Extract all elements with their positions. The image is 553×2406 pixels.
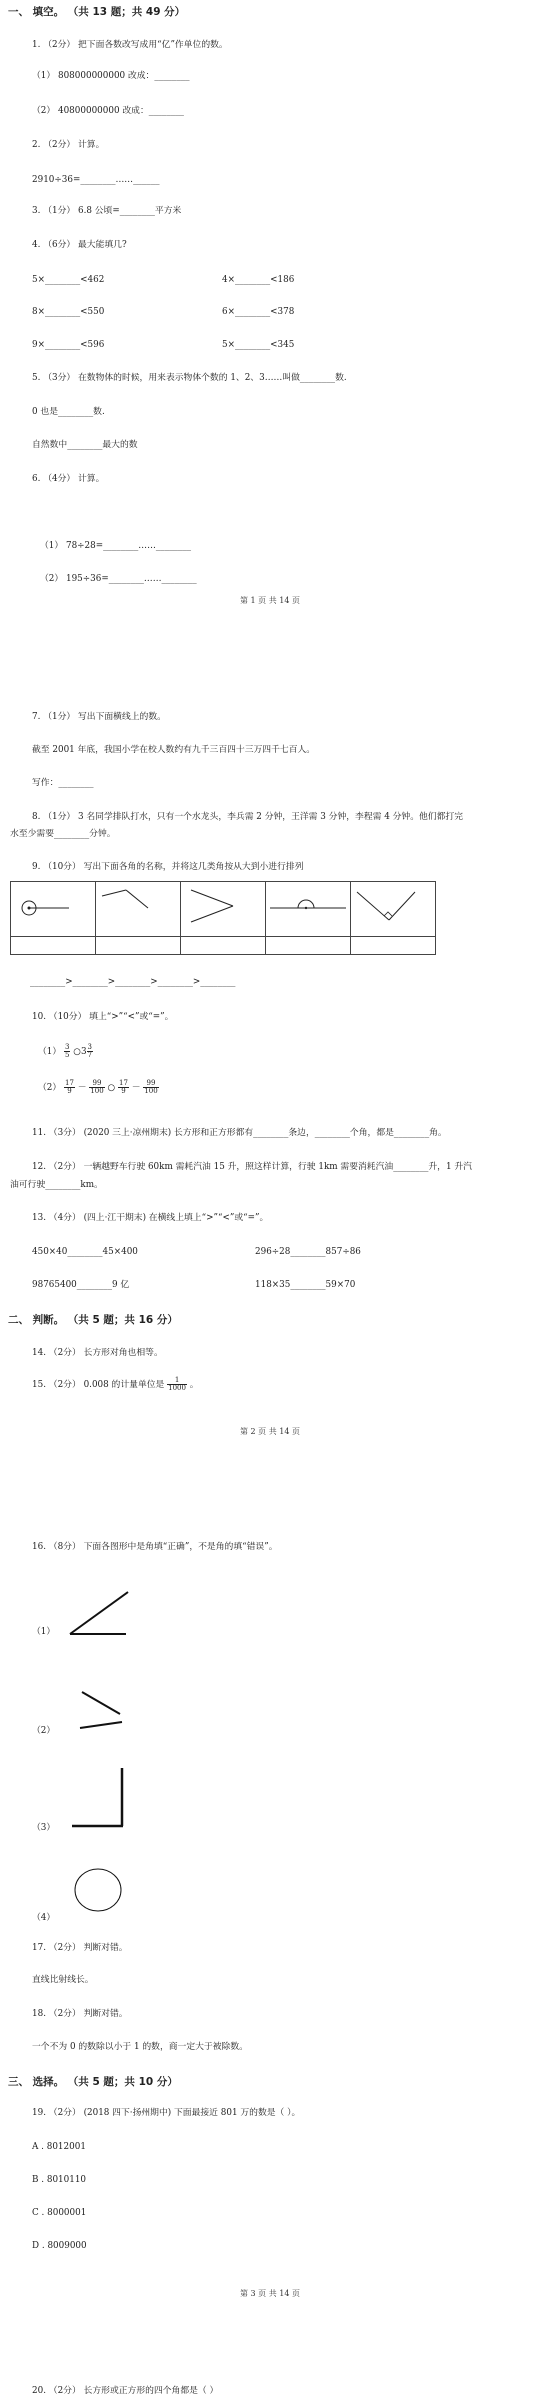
figure-angle-1: [68, 1588, 138, 1638]
angle-cell-4: [266, 882, 351, 937]
figure-angle-3: [70, 1766, 130, 1832]
fraction-denominator: 100: [144, 1087, 158, 1095]
question-17-text: 直线比射线长。: [32, 1975, 94, 1985]
question-19-option-c[interactable]: C . 8000001: [32, 2208, 87, 2218]
question-10-part-1: [38, 1044, 93, 1059]
question-7-text: 截至 2001 年底，我国小学在校人数约有九千三百四十三万四千七百人。: [32, 745, 316, 755]
angle-name-blank-2[interactable]: [96, 936, 181, 954]
angle-name-blank-5[interactable]: [351, 936, 436, 954]
question-7-stem: 7. （1分） 写出下面横线上的数。: [32, 712, 166, 722]
straight-angle-figure: [266, 882, 350, 932]
question-5-stem: 5. （3分） 在数物体的时候，用来表示物体个数的 1、2、3……叫做________数.: [32, 373, 347, 383]
question-13-row-1-right: 296÷28________857÷86: [255, 1247, 361, 1257]
question-2-stem: 2. （2分） 计算。: [32, 140, 105, 150]
figure-not-angle-2: [74, 1688, 134, 1742]
angle-name-blank-4[interactable]: [266, 936, 351, 954]
fraction-denominator: 7: [87, 1051, 93, 1059]
question-6-part-2: （2） 195÷36=________……________: [40, 574, 197, 584]
question-19-option-d[interactable]: D . 8009000: [32, 2241, 87, 2251]
angle-name-blank-1[interactable]: [11, 936, 96, 954]
acute-angle-figure: [181, 882, 265, 932]
section-judge-title: 二、 判断。 （共 5 题；共 16 分）: [8, 1314, 178, 1326]
question-17-stem: 17. （2分） 判断对错。: [32, 1943, 128, 1953]
fraction-numerator: 3: [65, 1043, 70, 1051]
question-10-part-2-label: （2）: [38, 1083, 62, 1093]
question-4-row-3-left: 9×________<596: [32, 340, 105, 350]
question-12-line-1: 12. （2分） 一辆越野车行驶 60km 需耗汽油 15 升，照这样计算，行驶 1km 需要消耗汽油________升，1 升汽: [32, 1162, 472, 1172]
section-choice-title: 三、 选择。 （共 5 题；共 10 分）: [8, 2076, 178, 2088]
fraction-denominator: 5: [65, 1051, 70, 1059]
question-5-part-1: 0 也是________数.: [32, 407, 105, 417]
question-1-stem: 1. （2分） 把下面各数改写成用“亿”作单位的数。: [32, 40, 228, 50]
question-9-stem: 9. （10分） 写出下面各角的名称，并将这几类角按从大到小进行排列: [32, 862, 304, 872]
fraction-numerator: 99: [143, 1080, 158, 1088]
obtuse-angle-figure: [96, 882, 180, 932]
question-15-tail: 。: [189, 1380, 199, 1390]
figure-circle-4: [72, 1866, 126, 1916]
fraction-numerator: 99: [89, 1080, 104, 1088]
question-19-option-b[interactable]: B . 8010110: [32, 2175, 87, 2185]
compare-circle-and-whole: ○3: [73, 1047, 87, 1057]
fraction-denominator: 1000: [168, 1384, 186, 1392]
fraction-3-7: [87, 1044, 93, 1059]
question-16-label-2: （2）: [32, 1726, 56, 1736]
compare-circle: ○: [107, 1083, 116, 1093]
question-16-label-1: （1）: [32, 1627, 56, 1637]
fraction-numerator: 3: [87, 1043, 93, 1051]
fraction-denominator: 9: [121, 1087, 126, 1095]
question-4-row-2-right: 6×________<378: [222, 307, 295, 317]
question-16-label-4: （4）: [32, 1913, 56, 1923]
question-6-stem: 6. （4分） 计算。: [32, 474, 105, 484]
question-16-stem: 16. （8分） 下面各图形中是角填“正确”，不是角的填“错误”。: [32, 1542, 278, 1552]
question-18-text: 一个不为 0 的数除以小于 1 的数，商一定大于被除数。: [32, 2042, 248, 2052]
question-20-stem: 20. （2分） 长方形或正方形的四个角都是（ ）: [32, 2386, 219, 2396]
question-6-part-1: （1） 78÷28=________……________: [40, 541, 192, 551]
fraction-numerator: 17: [118, 1079, 128, 1087]
question-19-option-a[interactable]: A . 8012001: [32, 2142, 86, 2152]
question-1-part-1: （1） 808000000000 改成：________: [32, 71, 190, 81]
fraction-17-9-b: [118, 1080, 129, 1095]
question-4-stem: 4. （6分） 最大能填几?: [32, 240, 127, 250]
right-angle-figure: [351, 882, 435, 932]
question-19-stem: 19. （2分） (2018 四下·扬州期中) 下面最接近 801 万的数是（ ）。: [32, 2108, 301, 2118]
question-9-order: ________>________>________>________>________: [30, 977, 236, 987]
question-10-part-2: [38, 1080, 159, 1095]
angle-cell-5: [351, 882, 436, 937]
angle-name-blank-3[interactable]: [181, 936, 266, 954]
fraction-denominator: 9: [67, 1087, 72, 1095]
fraction-17-9-a: [64, 1080, 75, 1095]
question-7-write: 写作：________: [32, 778, 94, 788]
fraction-3-5: [64, 1044, 70, 1059]
question-15: [32, 1377, 199, 1392]
question-12-line-2: 油可行驶________km。: [10, 1180, 103, 1190]
question-13-row-2-right: 118×35________59×70: [255, 1280, 356, 1290]
question-14-stem: 14. （2分） 长方形对角也相等。: [32, 1348, 163, 1358]
question-4-row-1-left: 5×________<462: [32, 275, 105, 285]
question-13-row-2-left: 98765400________9 亿: [32, 1280, 130, 1290]
minus-sign: －: [131, 1083, 141, 1093]
angle-cell-3: [181, 882, 266, 937]
question-13-row-1-left: 450×40________45×400: [32, 1247, 138, 1257]
angle-table: [10, 881, 436, 955]
angle-cell-1: [11, 882, 96, 937]
minus-sign: －: [77, 1083, 87, 1093]
question-3-stem: 3. （1分） 6.8 公顷=________平方米: [32, 206, 182, 216]
fraction-99-100-a: [89, 1080, 104, 1095]
page-number-2: 第 2 页 共 14 页: [240, 1427, 300, 1436]
question-4-row-3-right: 5×________<345: [222, 340, 295, 350]
page-number-1: 第 1 页 共 14 页: [240, 596, 300, 605]
question-4-row-1-right: 4×________<186: [222, 275, 295, 285]
question-10-stem: 10. （10分） 填上“>”“<”或“=”。: [32, 1012, 174, 1022]
fraction-99-100-b: [143, 1080, 158, 1095]
fraction-numerator: 1: [167, 1377, 187, 1385]
question-8-line-2: 水至少需要________分钟。: [10, 829, 116, 839]
question-8-line-1: 8. （1分） 3 名同学排队打水，只有一个水龙头，李兵需 2 分钟，王洋需 3 分钟，李程需 4 分钟。他们都打完: [32, 812, 464, 822]
page-number-3: 第 3 页 共 14 页: [240, 2289, 300, 2298]
question-13-stem: 13. （4分） (四上·江干期末) 在横线上填上“>”“<”或“=”。: [32, 1213, 269, 1223]
question-5-part-2: 自然数中________最大的数: [32, 440, 138, 450]
question-1-part-2: （2） 40800000000 改成：________: [32, 106, 184, 116]
fraction-numerator: 17: [65, 1079, 74, 1087]
round-angle-figure: [11, 882, 95, 932]
question-4-row-2-left: 8×________<550: [32, 307, 105, 317]
question-2-expression: 2910÷36=________……______: [32, 175, 160, 185]
question-11-stem: 11. （3分） (2020 三上·凉州期末) 长方形和正方形都有________条边，________个角，都是________角。: [32, 1128, 447, 1138]
fraction-1-1000: [167, 1377, 187, 1392]
section-fill-in-title: 一、 填空。 （共 13 题；共 49 分）: [8, 6, 186, 18]
question-10-part-1-label: （1）: [38, 1047, 62, 1057]
question-18-stem: 18. （2分） 判断对错。: [32, 2009, 128, 2019]
question-16-label-3: （3）: [32, 1823, 56, 1833]
angle-cell-2: [96, 882, 181, 937]
fraction-denominator: 100: [90, 1087, 104, 1095]
question-15-stem: 15. （2分） 0.008 的计量单位是: [32, 1380, 165, 1390]
